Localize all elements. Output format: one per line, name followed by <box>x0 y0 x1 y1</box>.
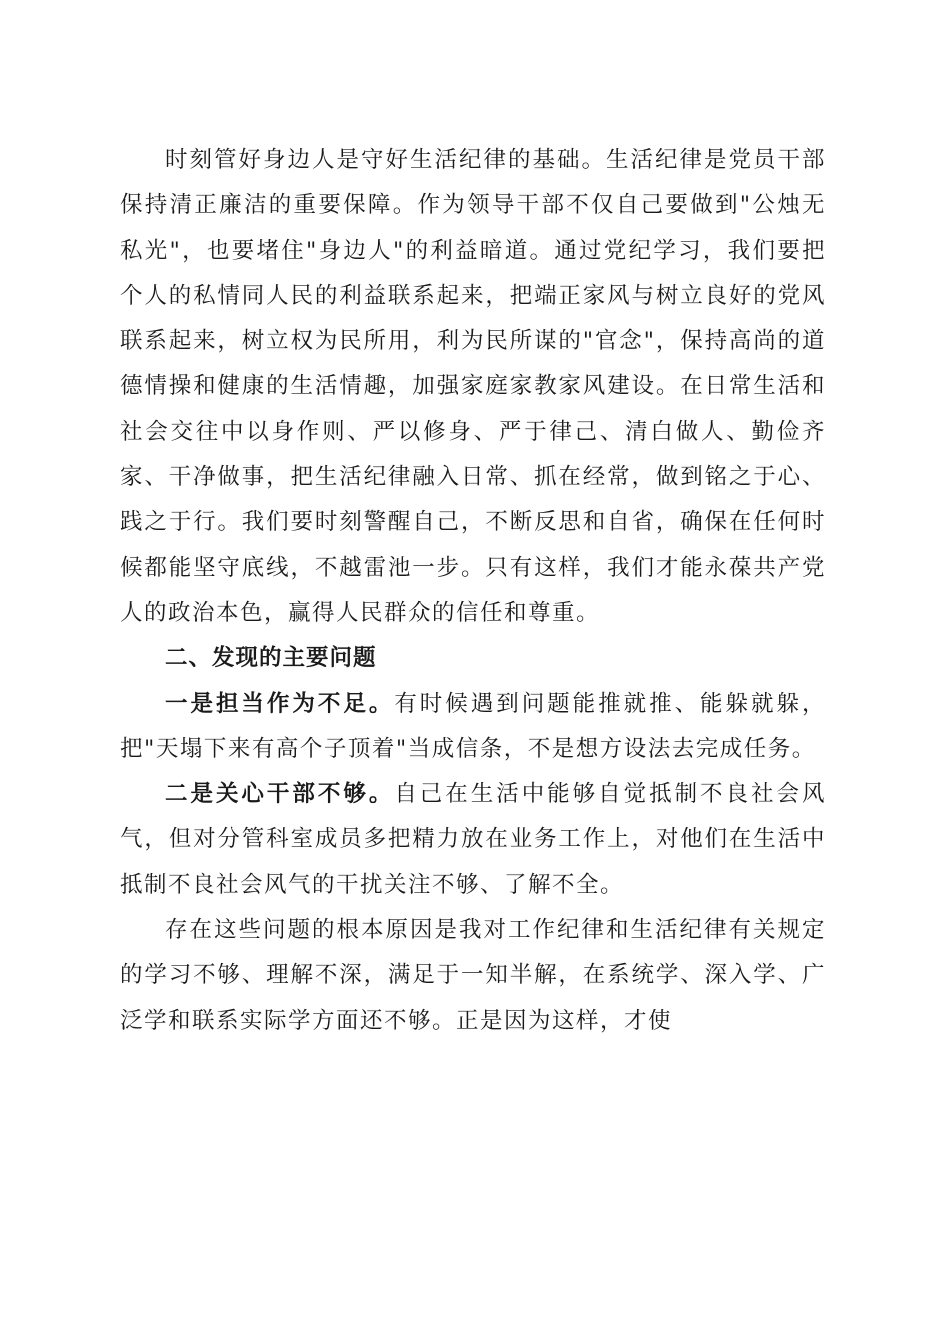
problem-2-text: 自己在生活中能够自觉抵制不良社会风气，但对分管科室成员多把精力放在业务工作上，对他们在生活中抵制不良社会风气的干扰关注不够、了解不全。 <box>120 781 826 898</box>
problem-paragraph-2 <box>120 772 826 908</box>
problem-1-text: 有时候遇到问题能推就推、能躲就躲，把"天塌下来有高个子顶着"当成信条，不是想方设法去完成任务。 <box>120 690 826 762</box>
problem-1-lead: 一是担当作为不足。 <box>165 690 395 717</box>
section-heading: 二、发现的主要问题 <box>165 645 377 672</box>
problem-paragraph-1 <box>120 682 826 773</box>
paragraph-discipline-basis: 时刻管好身边人是守好生活纪律的基础。生活纪律是党员干部保持清正廉洁的重要保障。作为领导干部不仅自己要做到"公烛无私光"，也要堵住"身边人"的利益暗道。通过党纪学习，我们要把个人的私情同人民的利益联系起来，把端正家风与树立良好的党风联系起来，树立权为民所用，利为民所谋的"官念"，保持高尚的道德情操和健康的生活情趣，加强家庭家教家风建设。在日常生活和社会交往中以身作则、严以修身、严于律己、清白做人、勤俭齐家、干净做事，把生活纪律融入日常、抓在经常，做到铭之于心、践之于行。我们要时刻警醒自己，不断反思和自省，确保在任何时候都能坚守底线，不越雷池一步。只有这样，我们才能永葆共产党人的政治本色，赢得人民群众的信任和尊重。 <box>120 147 826 626</box>
document-body <box>120 138 826 1044</box>
paragraph-root-cause: 存在这些问题的根本原因是我对工作纪律和生活纪律有关规定的学习不够、理解不深，满足于一知半解，在系统学、深入学、广泛学和联系实际学方面还不够。正是因为这样，才使 <box>120 917 826 1034</box>
problem-2-lead: 二是关心干部不够。 <box>165 781 395 808</box>
